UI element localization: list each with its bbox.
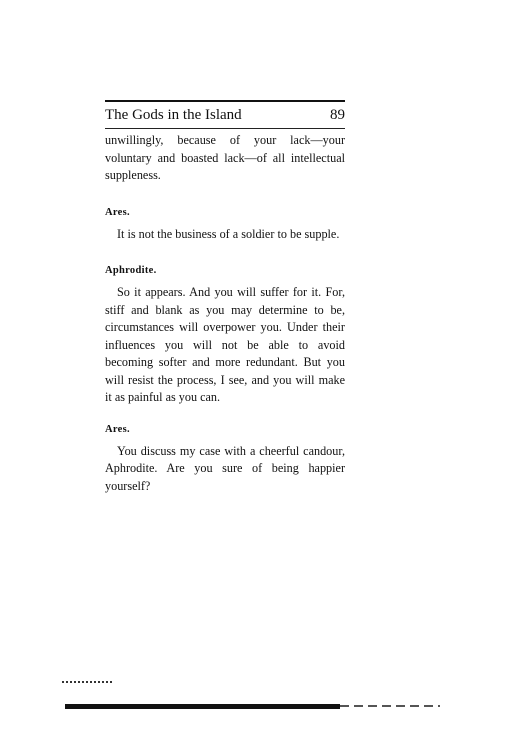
running-header [105,105,345,125]
scan-artifact-dots [62,681,112,683]
speaker-ares-1: Ares. [105,206,130,218]
speaker-ares-2: Ares. [105,423,130,435]
header-rule [105,128,345,129]
running-title: The Gods in the Island [105,107,242,123]
paragraph-1: unwillingly, because of your lack—your voluntary and boasted lack—of all intellectual suppleness. [105,133,345,182]
paragraph-4: You discuss my case with a cheerful candour, Aphrodite. Are you sure of being happier yourself? [105,443,345,493]
speaker-aphrodite: Aphrodite. [105,265,157,276]
book-page [105,100,345,495]
scan-artifact-bar [65,704,340,709]
page-number: 89 [330,107,345,123]
scan-artifact-dashes [340,705,440,707]
paragraph-3: So it appears. And you will suffer for it. For, stiff and blank as you may determine to be, circumstances will overpower you. Under their influences you will not be able to avoid becoming softer and more redundant. But you will resist the process, I see, and you will make it as painful as you can. [105,285,345,404]
top-rule [105,100,345,102]
paragraph-2: It is not the business of a soldier to be supple. [117,226,340,241]
